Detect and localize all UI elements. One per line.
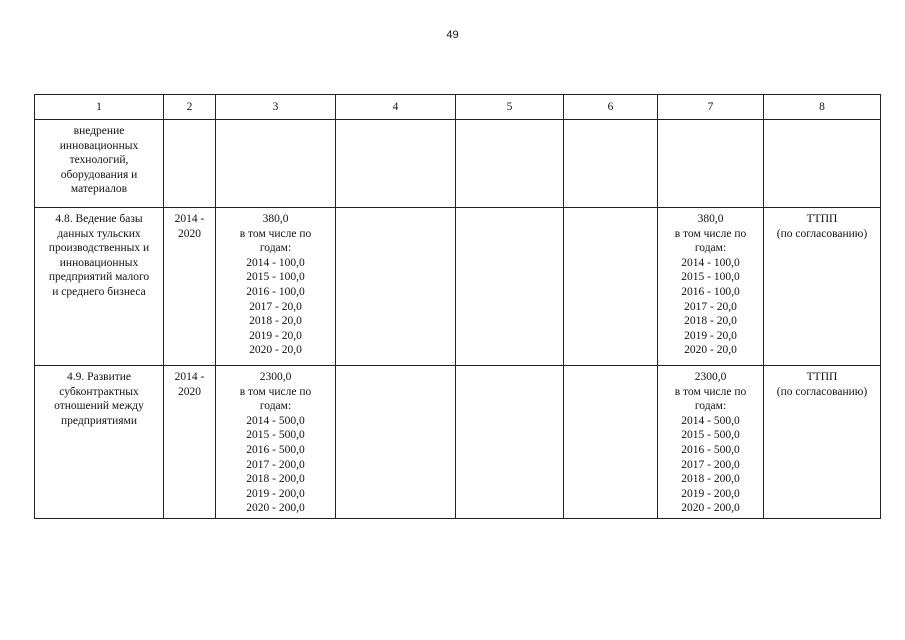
cell-line: 4.8. Ведение базы bbox=[55, 213, 143, 225]
page-number: 49 bbox=[446, 29, 459, 41]
period-cell bbox=[164, 208, 216, 366]
column-header: 2 bbox=[164, 95, 216, 120]
column-header: 7 bbox=[658, 95, 764, 120]
cell-line: в том числе по bbox=[239, 385, 312, 398]
empty-cell bbox=[336, 366, 456, 519]
empty-cell bbox=[456, 208, 564, 366]
cell-line: 380,0 bbox=[262, 213, 289, 225]
activity-cell bbox=[35, 208, 164, 366]
cell-line: 2015 - 100,0 bbox=[246, 271, 305, 284]
cell-line: в том числе по bbox=[674, 385, 747, 398]
cell-line: 2015 - 500,0 bbox=[681, 429, 740, 442]
funding-cell bbox=[216, 208, 336, 366]
cell-line: 2300,0 bbox=[259, 371, 292, 383]
column-header: 5 bbox=[456, 95, 564, 120]
cell-line: 2017 - 200,0 bbox=[246, 458, 305, 471]
cell-line: в том числе по bbox=[674, 227, 747, 240]
cell-line: 2019 - 20,0 bbox=[249, 329, 302, 342]
cell-line: годам: bbox=[259, 400, 292, 413]
cell-line: субконтрактных bbox=[59, 385, 139, 398]
column-header: 6 bbox=[564, 95, 658, 120]
table-header-row bbox=[35, 95, 881, 120]
cell-line: предприятий малого bbox=[48, 271, 150, 284]
cell-line: 2014 - 500,0 bbox=[246, 414, 305, 427]
empty-cell bbox=[336, 120, 456, 208]
activity-cell bbox=[35, 120, 164, 208]
empty-cell bbox=[564, 120, 658, 208]
funding-cell bbox=[216, 120, 336, 208]
executor-cell bbox=[764, 208, 881, 366]
cell-line: инновационных bbox=[59, 139, 139, 152]
column-header: 4 bbox=[336, 95, 456, 120]
cell-line: оборудования и bbox=[60, 168, 138, 181]
cell-line: 2014 - 500,0 bbox=[681, 414, 740, 427]
cell-line: отношений между bbox=[54, 400, 144, 413]
cell-line: материалов bbox=[70, 183, 128, 196]
cell-line: 2020 - 20,0 bbox=[684, 344, 737, 357]
cell-line: 2018 - 200,0 bbox=[246, 473, 305, 486]
period-cell bbox=[164, 366, 216, 519]
column-header: 3 bbox=[216, 95, 336, 120]
cell-line: годам: bbox=[259, 242, 292, 255]
funding-cell bbox=[658, 208, 764, 366]
cell-line: и среднего бизнеса bbox=[52, 285, 146, 298]
cell-line: 4.9. Развитие bbox=[66, 371, 132, 383]
cell-line: (по согласованию) bbox=[776, 227, 868, 240]
cell-line: 2018 - 20,0 bbox=[249, 315, 302, 328]
funding-cell bbox=[658, 366, 764, 519]
cell-line: 2020 - 20,0 bbox=[249, 344, 302, 357]
cell-line: 2020 - 200,0 bbox=[246, 502, 305, 515]
cell-line: 2017 - 200,0 bbox=[681, 458, 740, 471]
cell-line: годам: bbox=[694, 242, 727, 255]
cell-line: 2019 - 200,0 bbox=[681, 487, 740, 500]
cell-line: производственных и bbox=[48, 242, 150, 255]
cell-line: 2020 bbox=[178, 227, 201, 240]
cell-line: 380,0 bbox=[697, 213, 724, 225]
column-header: 1 bbox=[35, 95, 164, 120]
executor-cell bbox=[764, 366, 881, 519]
cell-line: 2014 - 100,0 bbox=[246, 256, 305, 269]
table-row bbox=[35, 366, 881, 519]
cell-line: (по согласованию) bbox=[776, 385, 868, 398]
empty-cell bbox=[564, 208, 658, 366]
cell-line: 2020 - 200,0 bbox=[681, 502, 740, 515]
cell-line: 2019 - 20,0 bbox=[684, 329, 737, 342]
period-cell bbox=[164, 120, 216, 208]
cell-line: 2016 - 100,0 bbox=[246, 285, 305, 298]
cell-line: 2018 - 200,0 bbox=[681, 473, 740, 486]
cell-line: 2016 - 100,0 bbox=[681, 285, 740, 298]
cell-line: ТТПП bbox=[806, 213, 838, 225]
cell-line: 2019 - 200,0 bbox=[246, 487, 305, 500]
executor-cell bbox=[764, 120, 881, 208]
cell-line: 2016 - 500,0 bbox=[681, 443, 740, 456]
funding-cell bbox=[658, 120, 764, 208]
cell-line: 2017 - 20,0 bbox=[684, 300, 737, 313]
funding-cell bbox=[216, 366, 336, 519]
cell-line: 2014 - bbox=[174, 371, 205, 383]
cell-line: 2018 - 20,0 bbox=[684, 315, 737, 328]
cell-line: 2016 - 500,0 bbox=[246, 443, 305, 456]
table-row bbox=[35, 208, 881, 366]
cell-line: ТТПП bbox=[806, 371, 838, 383]
cell-line: в том числе по bbox=[239, 227, 312, 240]
activity-cell bbox=[35, 366, 164, 519]
cell-line: 2017 - 20,0 bbox=[249, 300, 302, 313]
column-header: 8 bbox=[764, 95, 881, 120]
cell-line: данных тульских bbox=[57, 227, 141, 240]
cell-line: предприятиями bbox=[61, 414, 137, 427]
cell-line: 2014 - 100,0 bbox=[681, 256, 740, 269]
cell-line: внедрение bbox=[73, 125, 125, 137]
cell-line: 2300,0 bbox=[694, 371, 727, 383]
cell-line: 2020 bbox=[178, 385, 201, 398]
cell-line: инновационных bbox=[59, 256, 139, 269]
empty-cell bbox=[456, 120, 564, 208]
empty-cell bbox=[564, 366, 658, 519]
plan-table bbox=[34, 94, 881, 519]
cell-line: 2014 - bbox=[174, 213, 205, 225]
empty-cell bbox=[336, 208, 456, 366]
cell-line: технологий, bbox=[69, 154, 129, 167]
cell-line: 2015 - 500,0 bbox=[246, 429, 305, 442]
empty-cell bbox=[456, 366, 564, 519]
cell-line: годам: bbox=[694, 400, 727, 413]
table-row bbox=[35, 120, 881, 208]
cell-line: 2015 - 100,0 bbox=[681, 271, 740, 284]
